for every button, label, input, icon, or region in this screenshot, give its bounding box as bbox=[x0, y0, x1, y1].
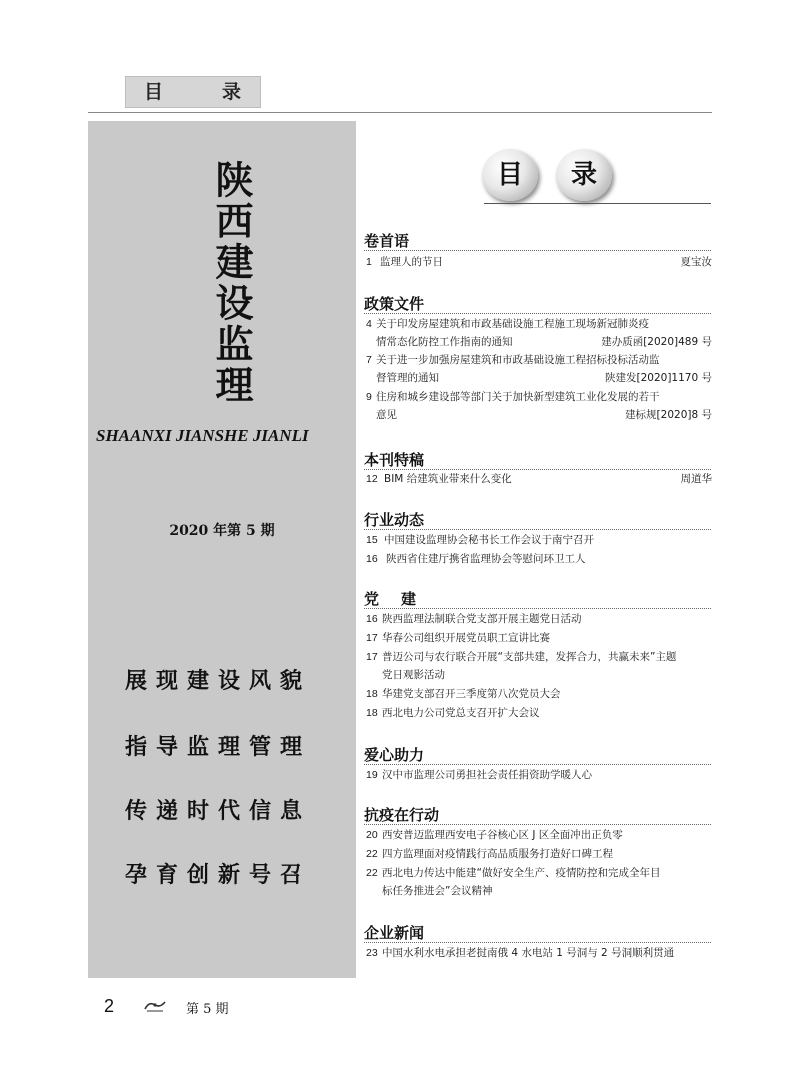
toc-entry[interactable] bbox=[366, 685, 712, 703]
section-divider bbox=[364, 824, 711, 825]
entry-title-continued: 标任务推进会”会议精神 bbox=[382, 885, 493, 897]
toc-entry[interactable] bbox=[366, 944, 712, 962]
entry-title: 普迈公司与农行联合开展“支部共建，发挥合力，共赢未来”主题 bbox=[382, 651, 677, 663]
section-divider bbox=[364, 608, 711, 609]
section-divider bbox=[364, 313, 711, 314]
toc-entry[interactable] bbox=[366, 610, 712, 628]
section-divider bbox=[364, 529, 711, 530]
toc-entry[interactable] bbox=[366, 550, 712, 568]
slogan-2: 指导监理管理 bbox=[125, 734, 312, 760]
header-tab-char-2: 录 bbox=[222, 81, 242, 103]
entry-page: 22 bbox=[366, 848, 378, 860]
toc-entry-continued[interactable] bbox=[376, 369, 712, 387]
section-title: 抗疫在行动 bbox=[364, 806, 440, 824]
toc-entry-continued[interactable] bbox=[382, 666, 718, 684]
entry-title: 关于进一步加强房屋建筑和市政基础设施工程招标投标活动监 bbox=[376, 354, 660, 366]
header-tab bbox=[125, 76, 261, 108]
toc-entry[interactable] bbox=[366, 766, 712, 784]
toc-entry[interactable] bbox=[366, 864, 712, 882]
toc-entry[interactable] bbox=[366, 826, 712, 844]
footer-issue-label: 第 5 期 bbox=[186, 1002, 229, 1017]
entry-title: 陕西省住建厅携省监理协会等慰问环卫工人 bbox=[386, 553, 586, 565]
entry-title: 华建党支部召开三季度第八次党员大会 bbox=[382, 688, 561, 700]
magazine-logo-icon bbox=[144, 999, 166, 1013]
toc-entry[interactable] bbox=[366, 388, 712, 406]
entry-title: 陕西监理法制联合党支部开展主题党日活动 bbox=[382, 613, 582, 625]
section-title: 爱心助力 bbox=[364, 746, 425, 764]
entry-page: 18 bbox=[366, 688, 378, 700]
toc-entry-continued[interactable] bbox=[376, 406, 712, 424]
entry-page: 1 bbox=[366, 256, 372, 268]
entry-title: 华春公司组织开展党员职工宣讲比赛 bbox=[382, 632, 550, 644]
toc-entry[interactable] bbox=[366, 845, 712, 863]
section-title: 党建 bbox=[364, 590, 439, 608]
section-divider bbox=[364, 250, 711, 251]
entry-page: 22 bbox=[366, 867, 378, 879]
toc-entry[interactable] bbox=[366, 629, 712, 647]
entry-page: 17 bbox=[366, 651, 378, 663]
toc-entry[interactable] bbox=[366, 648, 712, 666]
magazine-title-vertical: 陕西建设监理 bbox=[209, 160, 254, 406]
toc-entry-continued[interactable] bbox=[376, 333, 712, 351]
entry-page: 12 bbox=[366, 473, 378, 485]
section-title: 本刊特稿 bbox=[364, 451, 425, 469]
slogan-3: 传递时代信息 bbox=[125, 798, 312, 824]
entry-page: 7 bbox=[366, 354, 372, 366]
entry-author: 周道华 bbox=[680, 473, 712, 485]
entry-title: 四方监理面对疫情践行高品质服务打造好口碑工程 bbox=[382, 848, 613, 860]
section-title: 行业动态 bbox=[364, 511, 425, 529]
section-divider bbox=[364, 942, 711, 943]
entry-author: 夏宝汝 bbox=[680, 256, 712, 268]
entry-page: 19 bbox=[366, 769, 378, 781]
section-title: 企业新闻 bbox=[364, 924, 425, 942]
toc-entry[interactable] bbox=[366, 253, 712, 271]
entry-page: 16 bbox=[366, 553, 378, 565]
entry-page: 17 bbox=[366, 632, 378, 644]
page-number: 2 bbox=[104, 996, 115, 1016]
entry-title: 中国建设监理协会秘书长工作会议于南宁召开 bbox=[384, 534, 594, 546]
entry-author: 陕建发[2020]1170 号 bbox=[605, 372, 712, 384]
entry-page: 15 bbox=[366, 534, 378, 546]
entry-page: 20 bbox=[366, 829, 378, 841]
toc-badge-right: 录 bbox=[556, 149, 612, 201]
entry-title: 关于印发房屋建筑和市政基础设施工程施工现场新冠肺炎疫 bbox=[376, 318, 649, 330]
entry-page: 9 bbox=[366, 391, 372, 403]
magazine-title-pinyin: SHAANXI JIANSHE JIANLI bbox=[96, 426, 309, 445]
entry-page: 4 bbox=[366, 318, 372, 330]
entry-author: 建标规[2020]8 号 bbox=[625, 409, 712, 421]
entry-title: 住房和城乡建设部等部门关于加快新型建筑工业化发展的若干 bbox=[376, 391, 660, 403]
entry-title: 西北电力公司党总支召开扩大会议 bbox=[382, 707, 540, 719]
entry-page: 18 bbox=[366, 707, 378, 719]
entry-title: 西北电力传达中能建“做好安全生产、疫情防控和完成全年目 bbox=[382, 867, 661, 879]
toc-entry[interactable] bbox=[366, 704, 712, 722]
entry-title-continued: 党日观影活动 bbox=[382, 669, 445, 681]
toc-entry-continued[interactable] bbox=[382, 882, 718, 900]
entry-title: 西安普迈监理西安电子谷核心区 J 区全面冲出正负零 bbox=[382, 829, 623, 841]
entry-page: 23 bbox=[366, 947, 378, 959]
entry-title: 中国水利水电承担老挝南俄 4 水电站 1 号洞与 2 号洞顺利贯通 bbox=[382, 947, 675, 959]
toc-entry[interactable] bbox=[366, 315, 712, 333]
entry-title: 汉中市监理公司勇担社会责任捐资助学暖人心 bbox=[382, 769, 592, 781]
entry-page: 16 bbox=[366, 613, 378, 625]
toc-entry[interactable] bbox=[366, 531, 712, 549]
slogan-1: 展现建设风貌 bbox=[125, 668, 312, 694]
section-title: 卷首语 bbox=[364, 232, 410, 250]
entry-title: 监理人的节日 bbox=[380, 256, 443, 268]
section-divider bbox=[364, 764, 711, 765]
toc-entry[interactable] bbox=[366, 351, 712, 369]
slogan-4: 孕育创新号召 bbox=[125, 862, 312, 888]
entry-title-continued: 督管理的通知 bbox=[376, 372, 439, 384]
header-divider bbox=[88, 112, 712, 113]
toc-entry[interactable] bbox=[366, 470, 712, 488]
entry-author: 建办质函[2020]489 号 bbox=[601, 336, 712, 348]
entry-title: BIM 给建筑业带来什么变化 bbox=[384, 473, 512, 485]
toc-badge-left: 目 bbox=[482, 149, 538, 201]
toc-badge-divider bbox=[484, 203, 711, 204]
entry-title-continued: 意见 bbox=[376, 409, 397, 421]
entry-title-continued: 情常态化防控工作指南的通知 bbox=[376, 336, 513, 348]
issue-label: 2020 年第 5 期 bbox=[169, 523, 275, 539]
header-tab-char-1: 目 bbox=[144, 81, 164, 103]
section-title: 政策文件 bbox=[364, 295, 425, 313]
